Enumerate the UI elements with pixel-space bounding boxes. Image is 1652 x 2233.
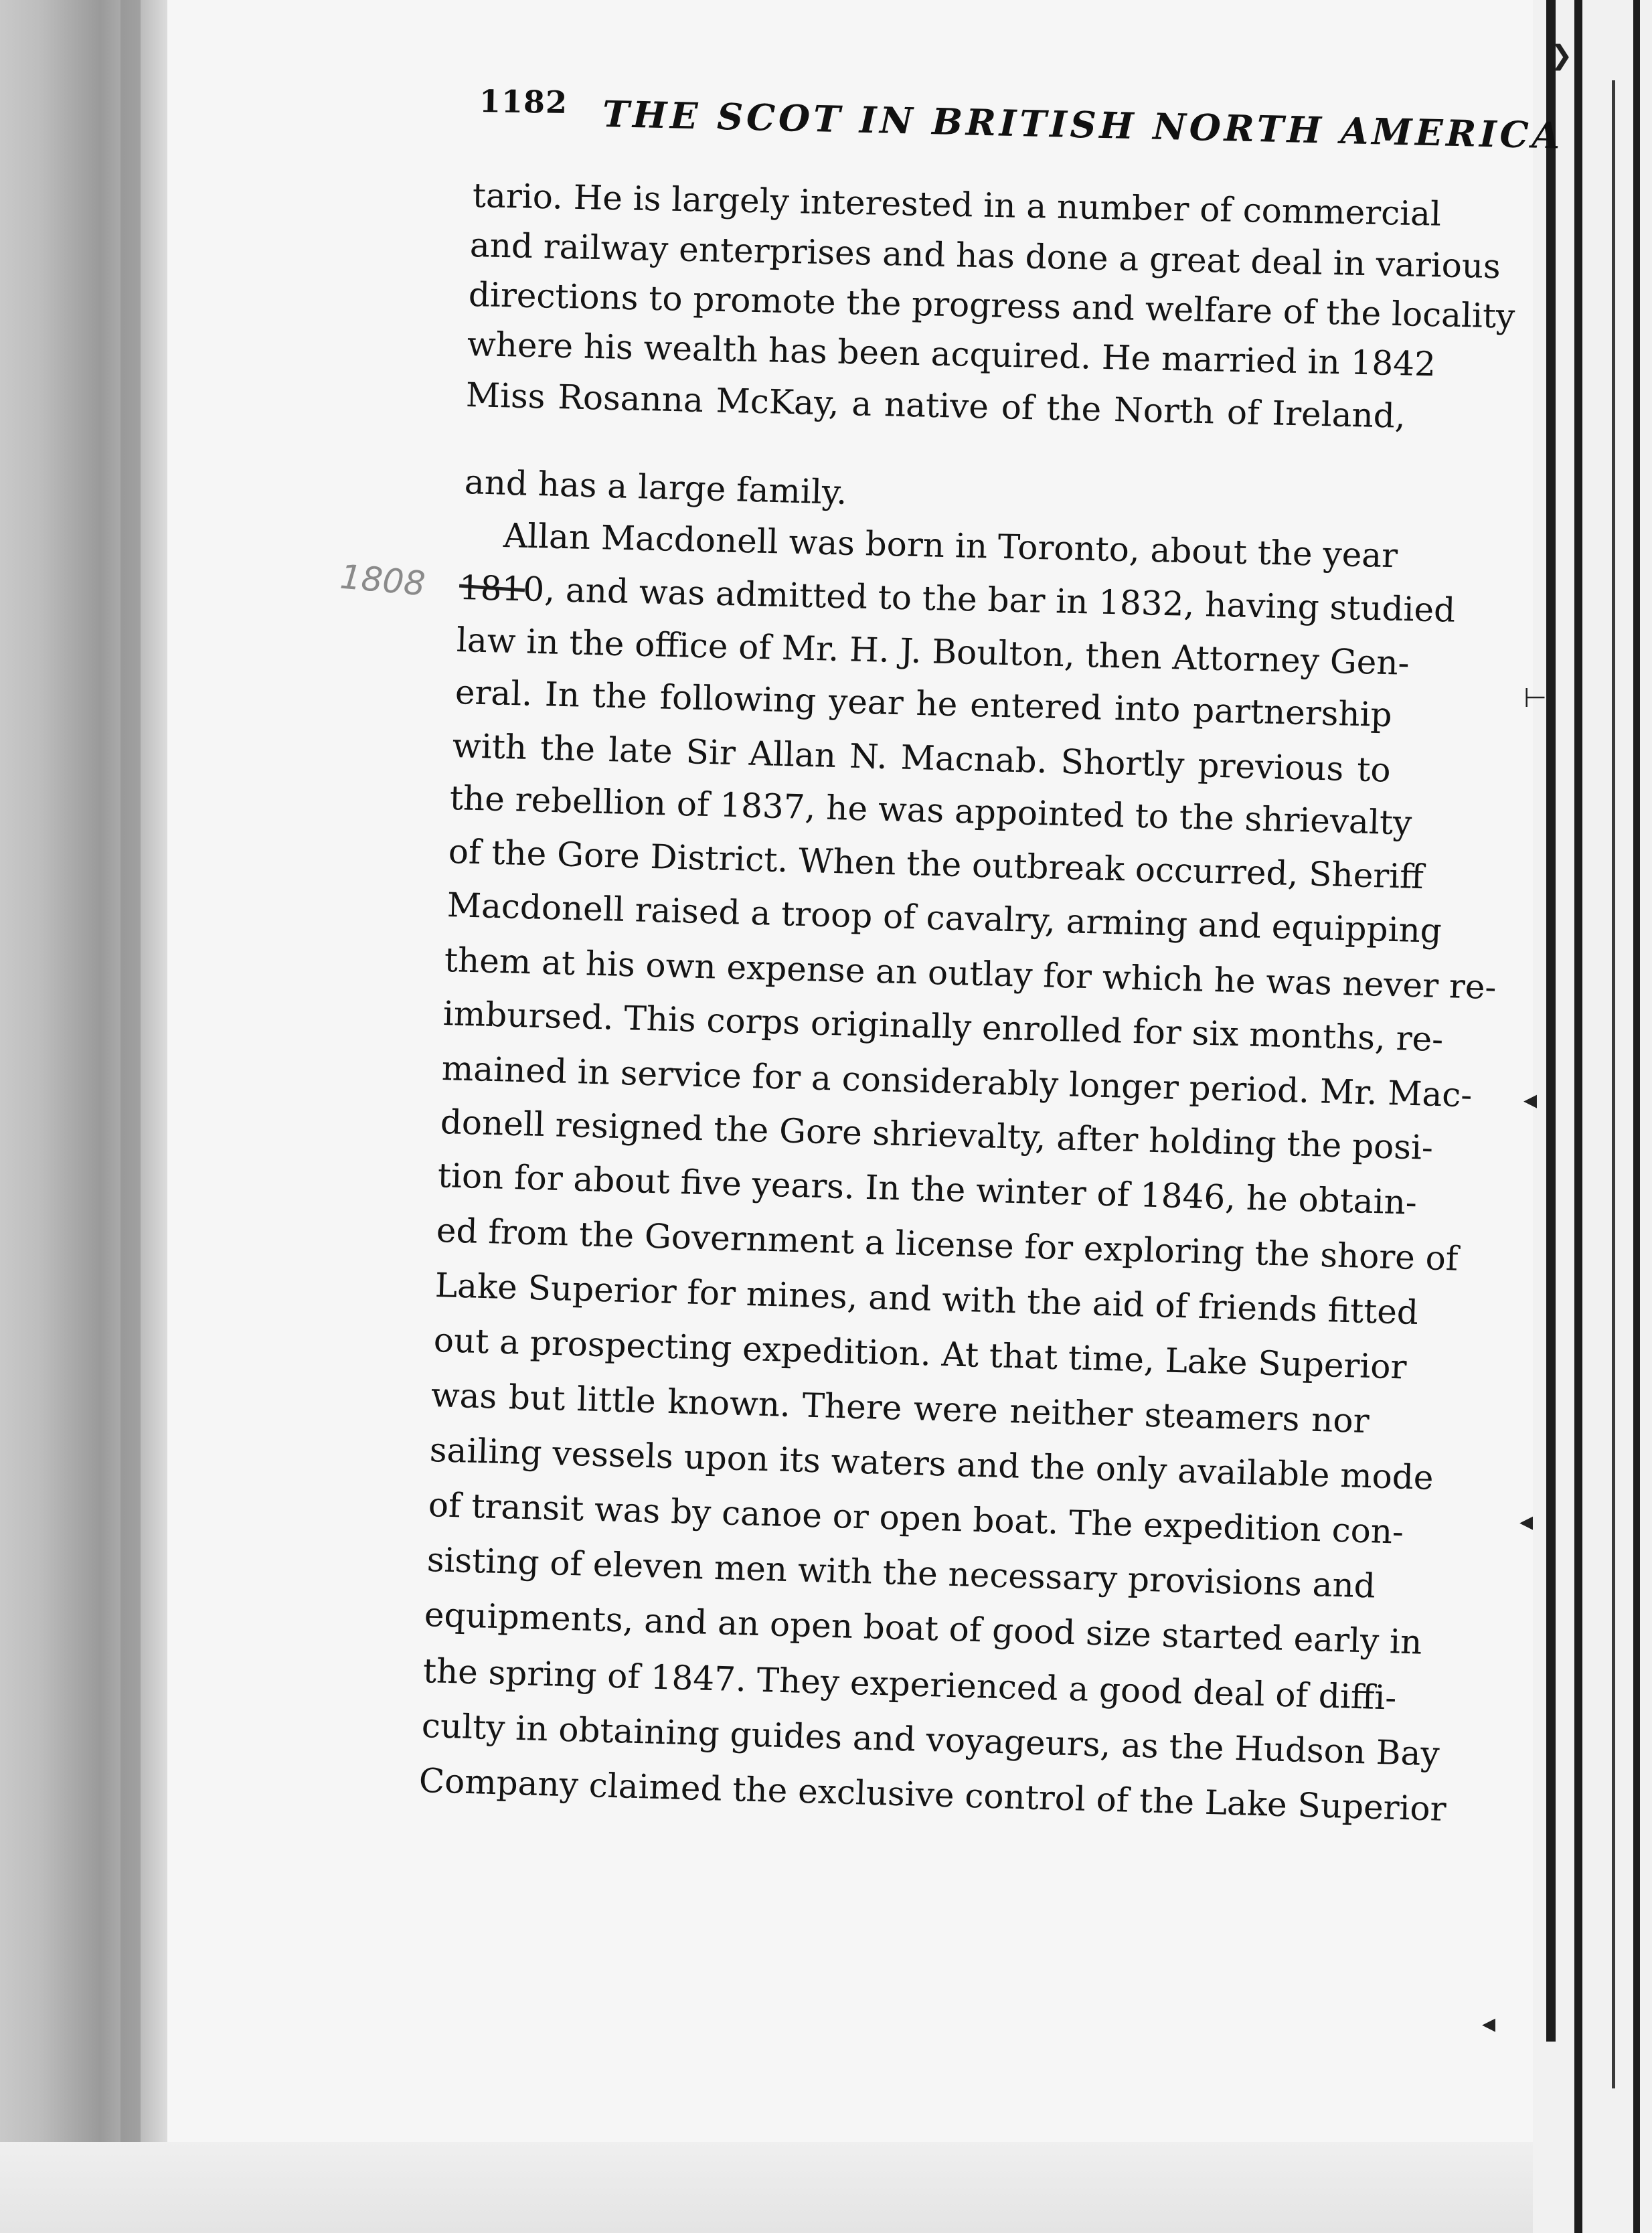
running-head: THE SCOT IN BRITISH NORTH AMERICA — [602, 92, 1564, 157]
page-number: 1182 — [479, 83, 568, 121]
text-line: out a prospecting expedition. At that time, Lake Superior — [433, 1321, 1408, 1387]
edge-arrow-icon: ❯ — [1550, 40, 1573, 71]
text-line: Lake Superior for mines, and with the aid of friends fitted — [434, 1266, 1419, 1333]
text-line: sisting of eleven men with the necessary provisions and — [426, 1540, 1376, 1606]
text-line: tion for about five years. In the winter of 1846, he obtain- — [437, 1156, 1418, 1222]
edge-arrow-icon: ◂ — [1519, 1506, 1534, 1537]
text-line: and has a large family. — [464, 463, 848, 512]
text-line: the rebellion of 1837, he was appointed to the shrievalty — [449, 778, 1413, 843]
text-line: was but little known. There were neither steamers nor — [430, 1376, 1370, 1441]
text-line: and railway enterprises and has done a great deal in various — [469, 226, 1501, 286]
edge-arrow-icon: ⊢ — [1523, 683, 1547, 714]
text-line: mained in service for a considerably longer period. Mr. Mac- — [441, 1049, 1473, 1115]
text-line: of the Gore District. When the outbreak occurred, Sheriff — [448, 832, 1424, 897]
text-line: Miss Rosanna McKay, a native of the North of Ireland, — [465, 376, 1406, 436]
text-line: Allan Macdonell was born in Toronto, about the year — [503, 516, 1398, 576]
text-line: where his wealth has been acquired. He married in 1842 — [467, 325, 1436, 384]
text-line: eral. In the following year he entered into partnership — [455, 673, 1393, 735]
text-line: ed from the Government a license for exploring the shore of — [436, 1211, 1459, 1278]
text-line: equipments, and an open boat of good size started early in — [424, 1595, 1423, 1662]
text-line: of transit was by canoe or open boat. The expedition con- — [428, 1485, 1404, 1552]
text-line: them at his own expense an outlay for which he was never re- — [444, 940, 1497, 1007]
page-bottom-margin — [0, 2142, 1652, 2233]
text-line: sailing vessels upon its waters and the only available mode — [429, 1430, 1434, 1497]
text-line: Company claimed the exclusive control of the Lake Superior — [418, 1761, 1447, 1829]
text-line: law in the office of Mr. H. J. Boulton, then Attorney Gen- — [456, 621, 1410, 683]
text-line: with the late Sir Allan N. Macnab. Shortly previous to — [452, 726, 1392, 790]
handwritten-annotation: 1808 — [338, 557, 427, 604]
text-line: imbursed. This corps originally enrolled for six months, re- — [442, 994, 1444, 1060]
text-line: directions to promote the progress and welfare of the locality — [468, 275, 1515, 336]
text-line: tario. He is largely interested in a number of commercial — [472, 176, 1442, 234]
text-line: culty in obtaining guides and voyageurs, as the Hudson Bay — [421, 1706, 1440, 1774]
edge-arrow-icon: ◂ — [1523, 1084, 1538, 1115]
text-line: donell resigned the Gore shrievalty, after holding the posi- — [440, 1102, 1434, 1167]
edge-arrow-icon: ◂ — [1482, 2008, 1496, 2039]
text-line: 1810, and was admitted to the bar in 1832, having studied — [459, 568, 1456, 630]
text-line: Macdonell raised a troop of cavalry, arming and equipping — [446, 886, 1442, 950]
text-line: the spring of 1847. They experienced a good deal of diffi- — [422, 1651, 1398, 1718]
